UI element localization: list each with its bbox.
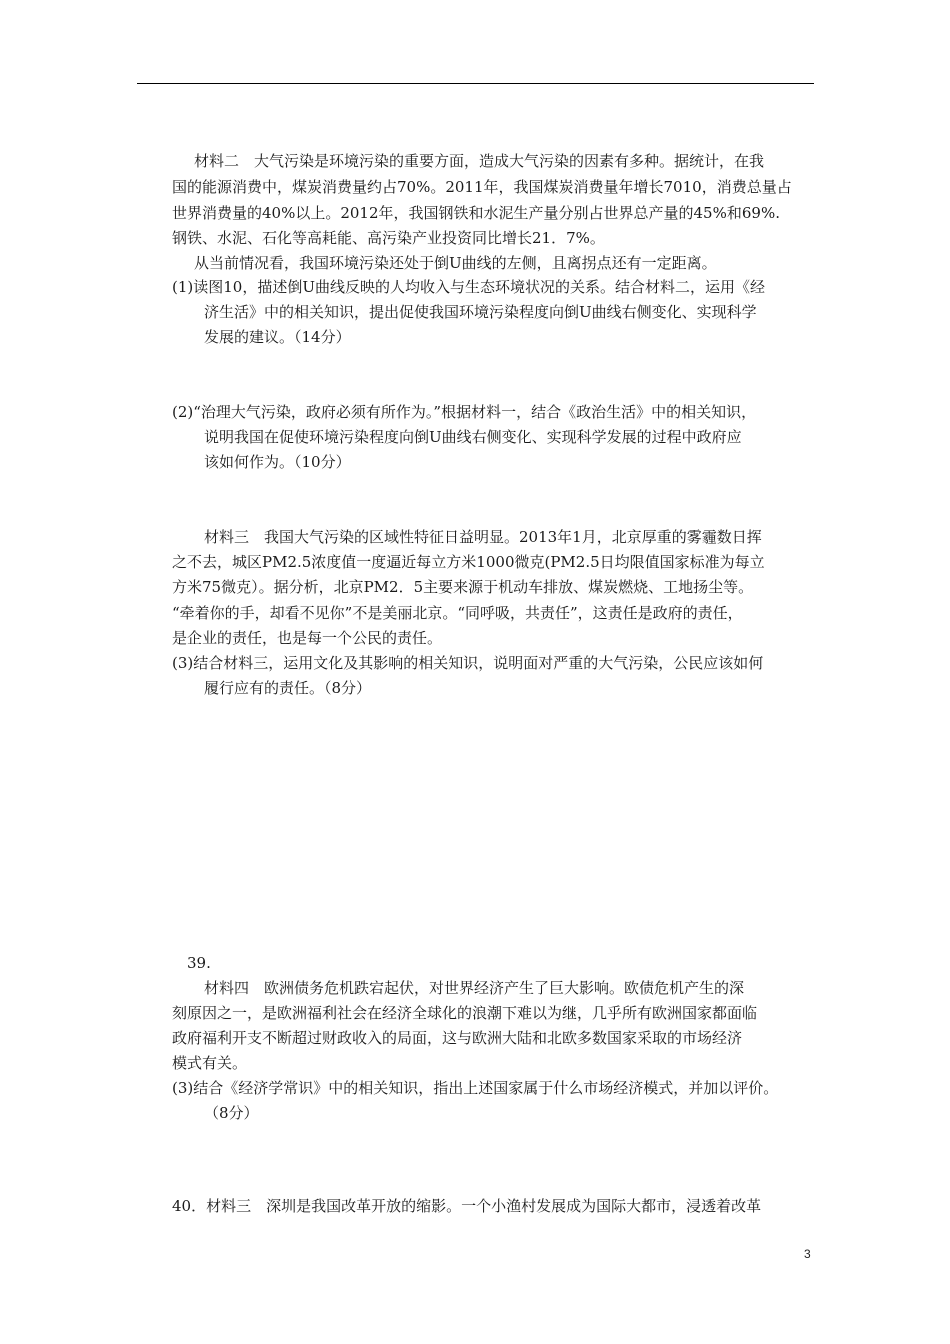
question-3-line: (3)结合材料三，运用文化及其影响的相关知识，说明面对严重的大气污染，公民应该如何 <box>172 654 764 672</box>
header-rule <box>137 83 814 84</box>
material-4-line: 模式有关。 <box>172 1054 248 1072</box>
question-2-line: 说明我国在促使环境污染程度向倒U曲线右侧变化、实现科学发展的过程中政府应 <box>204 428 742 446</box>
page-number: 3 <box>804 1247 811 1261</box>
material-3-line: 方米75微克）。据分析，北京PM2．5主要来源于机动车排放、煤炭燃烧、工地扬尘等。 <box>172 578 754 596</box>
question-39-line: （8分） <box>204 1104 259 1122</box>
material-4-line: 政府福利开支不断超过财政收入的局面，这与欧洲大陆和北欧多数国家采取的市场经济 <box>172 1029 743 1047</box>
material-3-line: 之不去，城区PM2.5浓度值一度逼近每立方米1000微克(PM2.5日均限值国家标准为每立 <box>172 553 765 571</box>
material-2-line: 从当前情况看，我国环境污染还处于倒U曲线的左侧，且离拐点还有一定距离。 <box>194 254 717 272</box>
question-1-line: (1)读图10，描述倒U曲线反映的人均收入与生态环境状况的关系。结合材料二，运用《经 <box>172 278 765 296</box>
material-2-line: 国的能源消费中，煤炭消费量约占70%。2011年，我国煤炭消费量年增长7010，消费总量占 <box>172 178 792 196</box>
question-3-line: 履行应有的责任。（8分） <box>204 679 372 697</box>
question-40-line: 40．材料三 深圳是我国改革开放的缩影。一个小渔村发展成为国际大都市，浸透着改革 <box>172 1197 762 1215</box>
material-3-line: 材料三 我国大气污染的区域性特征日益明显。2013年1月，北京厚重的雾霾数日挥 <box>204 528 762 546</box>
question-1-line: 济生活》中的相关知识，提出促使我国环境污染程度向倒U曲线右侧变化、实现科学 <box>204 303 757 321</box>
material-2-line: 世界消费量的40%以上。2012年，我国钢铁和水泥生产量分别占世界总产量的45%和69%. <box>172 204 780 222</box>
material-3-line: 是企业的责任，也是每一个公民的责任。 <box>172 629 443 647</box>
question-1-line: 发展的建议。（14分） <box>204 328 351 346</box>
material-2-line: 钢铁、水泥、石化等高耗能、高污染产业投资同比增长21．7%。 <box>172 229 605 247</box>
material-3-line: “牵着你的手，却看不见你”不是美丽北京。“同呼吸，共责任”，这责任是政府的责任， <box>172 604 743 622</box>
material-4-line: 材料四 欧洲债务危机跌宕起伏，对世界经济产生了巨大影响。欧债危机产生的深 <box>204 979 745 997</box>
material-2-line: 材料二 大气污染是环境污染的重要方面，造成大气污染的因素有多种。据统计，在我 <box>194 152 765 170</box>
question-39-number: 39. <box>187 954 211 972</box>
question-2-line: (2)“治理大气污染，政府必须有所作为。”根据材料一，结合《政治生活》中的相关知识， <box>172 403 757 421</box>
material-4-line: 刻原因之一，是欧洲福利社会在经济全球化的浪潮下难以为继，几乎所有欧洲国家都面临 <box>172 1004 758 1022</box>
question-2-line: 该如何作为。（10分） <box>204 453 351 471</box>
question-39-line: (3)结合《经济学常识》中的相关知识，指出上述国家属于什么市场经济模式，并加以评价。 <box>172 1079 779 1097</box>
